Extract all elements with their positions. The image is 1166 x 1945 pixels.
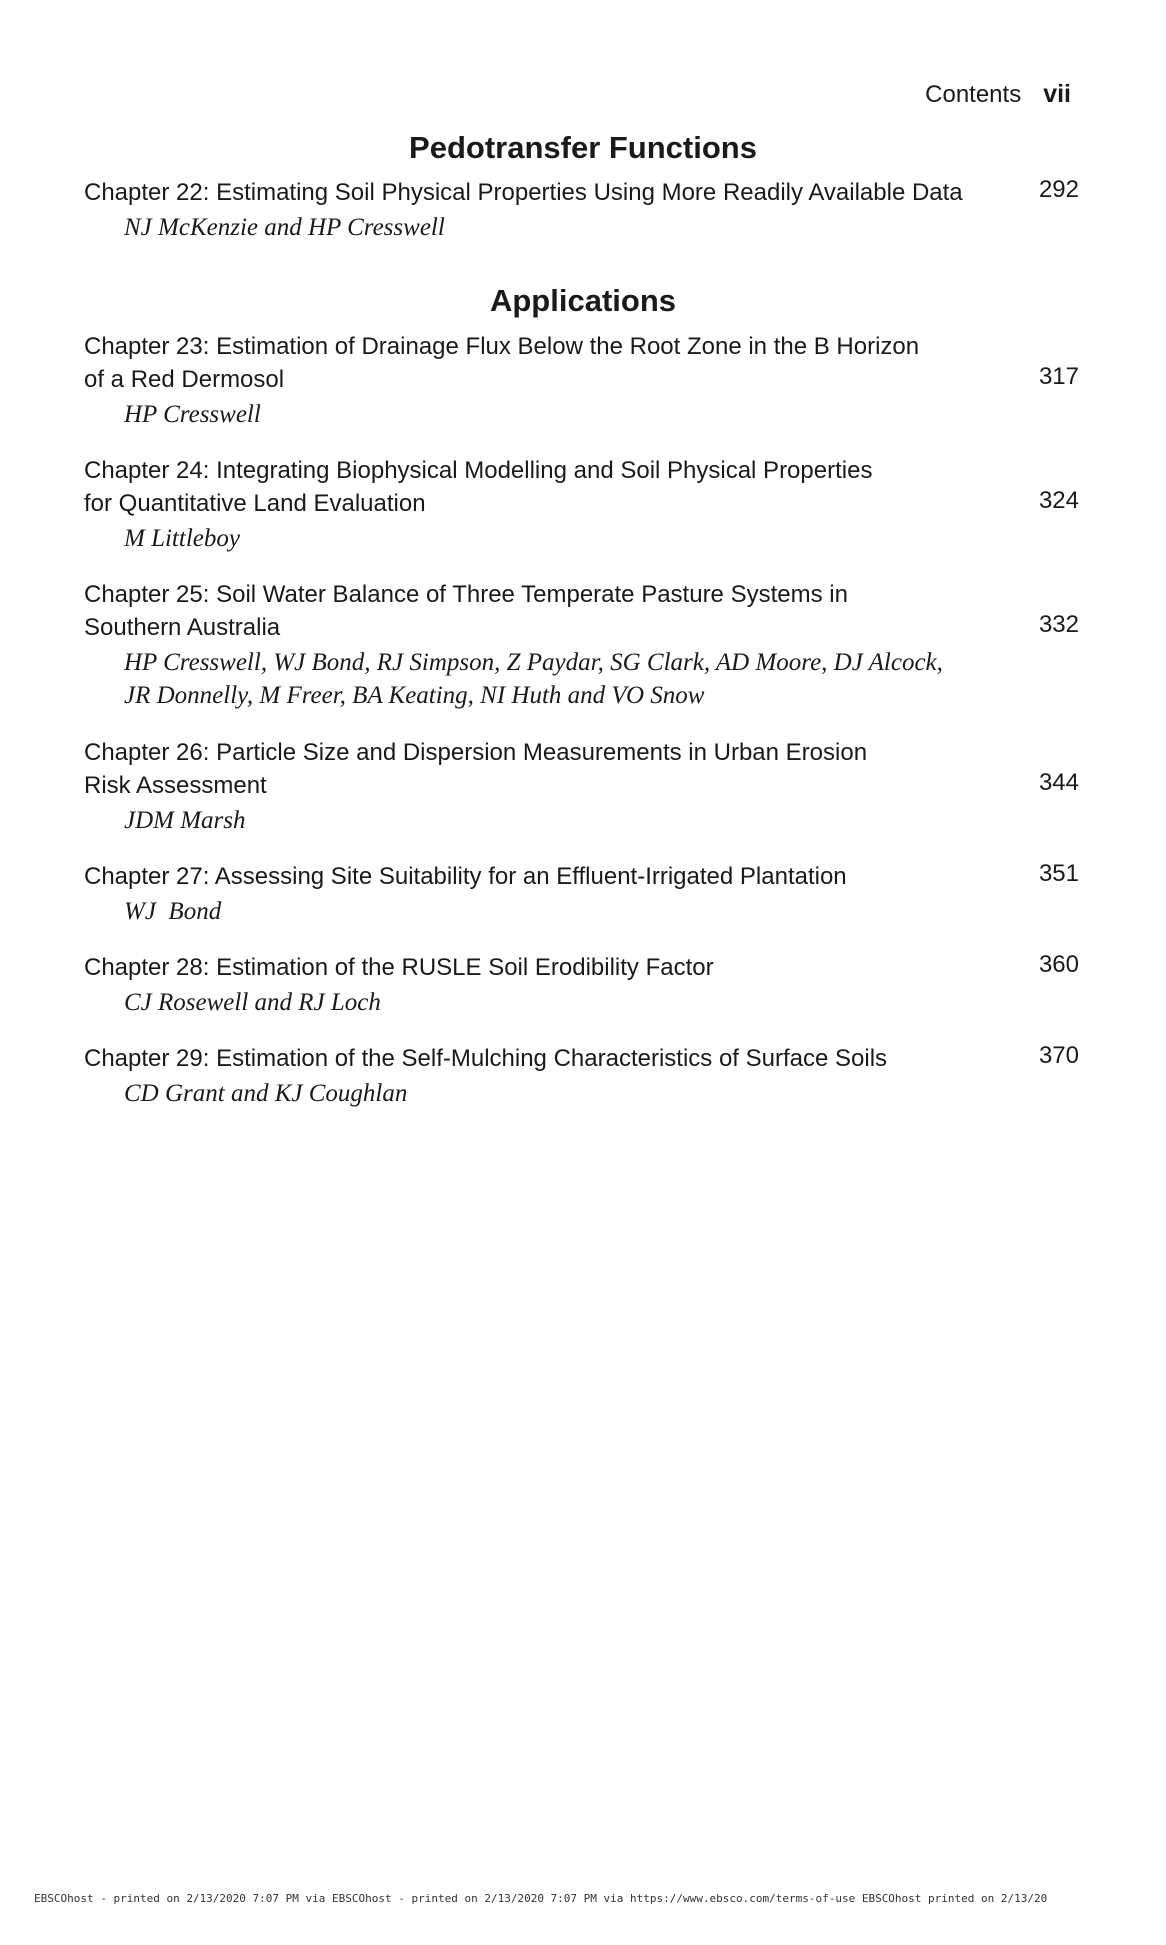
chapter-title-line: Chapter 22: Estimating Soil Physical Properties Using More Readily Available Data [84,179,963,206]
chapter-authors [84,646,1024,712]
chapter-page-number: 360 [1038,951,1079,978]
chapter-title-line: Chapter 26: Particle Size and Dispersion Measurements in Urban Erosion [84,739,868,766]
toc-entry-ch25[interactable] [84,578,1079,712]
chapter-authors: JDM Marsh [124,807,246,834]
print-footer: EBSCOhost - printed on 2/13/2020 7:07 PM via EBSCOhost - printed on 2/13/2020 7:07 PM via https://www.ebsco.com/terms-of-use EBSCOhost printed on 2/13/20 [34,1892,1048,1905]
toc-entry-ch23[interactable] [84,330,1079,431]
section-title-pedotransfer: Pedotransfer Functions [409,130,757,165]
chapter-title-line: Chapter 29: Estimation of the Self-Mulching Characteristics of Surface Soils [84,1045,888,1072]
toc-entry-ch28[interactable] [84,951,1079,1019]
chapter-authors: NJ McKenzie and HP Cresswell [124,214,445,241]
toc-entry-ch24[interactable] [84,454,1079,555]
chapter-authors: WJ Bond [124,898,222,925]
chapter-authors: CD Grant and KJ Coughlan [124,1080,408,1107]
chapter-page-number: 370 [1038,1042,1079,1069]
chapter-title-line: of a Red Dermosol [84,366,285,393]
running-head [925,80,1071,109]
chapter-page-number: 317 [1038,363,1079,390]
chapter-title-line: Chapter 23: Estimation of Drainage Flux Below the Root Zone in the B Horizon [84,333,920,360]
chapter-page-number: 344 [1038,769,1079,796]
chapter-authors: CJ Rosewell and RJ Loch [124,989,381,1016]
toc-entry-ch26[interactable] [84,736,1079,837]
chapter-page-number: 292 [1038,176,1079,203]
chapter-title-line: Chapter 24: Integrating Biophysical Modelling and Soil Physical Properties [84,457,873,484]
chapter-authors-line: HP Cresswell, WJ Bond, RJ Simpson, Z Paydar, SG Clark, AD Moore, DJ Alcock, [124,649,943,676]
chapter-title-line: Risk Assessment [84,772,267,799]
chapter-page-number: 351 [1038,860,1079,887]
toc-entry-ch27[interactable] [84,860,1079,928]
section-title-applications: Applications [489,283,676,318]
chapter-authors-line: JR Donnelly, M Freer, BA Keating, NI Huth and VO Snow [124,682,705,709]
chapter-page-number: 324 [1038,487,1079,514]
chapter-page-number: 332 [1038,611,1079,638]
chapter-title-line: Southern Australia [84,614,281,641]
page-number: vii [1043,80,1071,108]
chapter-title-line: Chapter 27: Assessing Site Suitability for an Effluent-Irrigated Plantation [84,863,847,890]
toc-entry-ch22[interactable] [84,176,1079,244]
toc-entry-ch29[interactable] [84,1042,1079,1110]
chapter-authors: HP Cresswell [124,401,261,428]
chapter-title-line: Chapter 25: Soil Water Balance of Three Temperate Pasture Systems in [84,581,848,608]
chapter-authors: M Littleboy [124,525,240,552]
running-head-label: Contents [925,81,1022,108]
chapter-title-line: Chapter 28: Estimation of the RUSLE Soil Erodibility Factor [84,954,714,981]
chapter-title-line: for Quantitative Land Evaluation [84,490,426,517]
